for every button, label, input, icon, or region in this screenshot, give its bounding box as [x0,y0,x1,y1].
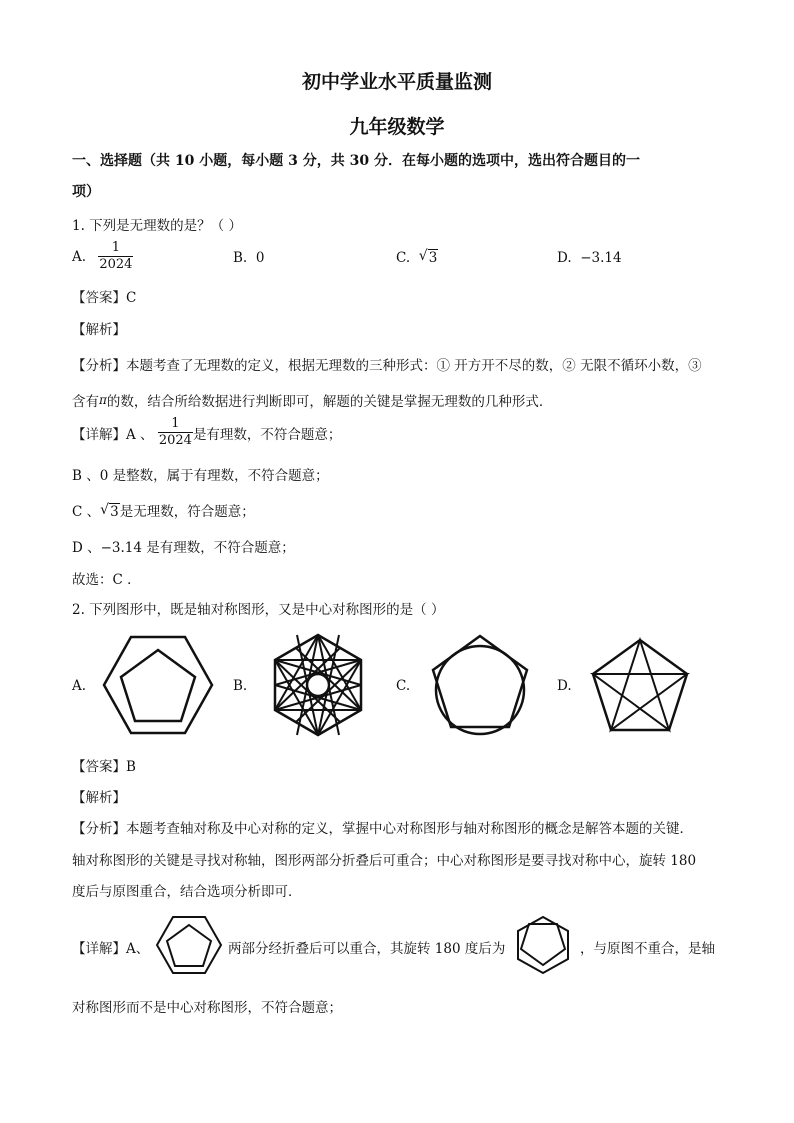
radicand: 3 [428,250,438,266]
q2-option-c-label: C. [396,678,411,694]
q2-answer [72,755,136,775]
q1-option-c [396,250,438,266]
q1-detail-b: B 、0 是整数，属于有理数，不符合题意； [72,468,329,484]
q1-option-a [72,240,133,274]
section-heading: 一、选择题（共 10 小题，每小题 3 分，共 30 分．在每小题的选项中，选出符合题目的一 [72,153,640,169]
q1-option-d [557,250,622,266]
q2-option-b-label: B. [233,678,248,694]
q2-analysis-line1: 【分析】本题考查轴对称及中心对称的定义，掌握中心对称图形与轴对称图形的概念是解答本题的关键． [72,821,693,837]
answer-tag: 【答案】 [72,290,126,306]
q2-detail-mid: 两部分经折叠后可以重合，其旋转 180 度后为 [228,941,506,957]
fraction-numerator: 1 [111,240,121,255]
fraction [158,416,193,450]
q1-analysis-line2 [72,390,552,410]
q1-detail-d: D 、−3.14 是有理数，不符合题意； [72,540,295,556]
detail-figure-original [154,914,224,976]
q1-detail-a [72,416,341,450]
q1-detail-c [72,500,255,520]
q2-analysis-line2: 轴对称图形的关键是寻找对称轴，图形两部分折叠后可重合；中心对称图形是要寻找对称中心，旋转 180 [72,853,697,869]
page-subtitle: 九年级数学 [349,116,445,138]
q2-option-a-label: A. [72,678,87,694]
detail-text: 是有理数，不符合题意； [192,426,342,443]
question-2-stem: 2. 下列图形中，既是轴对称图形，又是中心对称图形的是（ ） [72,602,445,618]
detail-figure-rotated [512,914,574,976]
radicand: 3 [110,504,119,520]
question-1-stem: 1. 下列是无理数的是？（ ） [72,218,242,234]
q2-option-d-label: D. [557,678,572,694]
pi-symbol: π [99,393,107,407]
q2-detail-line2: 对称图形而不是中心对称图形，不符合题意； [72,1000,342,1016]
fraction-denominator: 2024 [99,257,133,273]
option-value: 0 [255,250,265,266]
q2-detail-pre: 【详解】A、 [72,941,150,957]
q2-analysis-line3: 度后与原图重合，结合选项分析即可． [72,884,302,900]
option-label: B. [233,250,248,266]
q2-detail-post: ，与原图不重合，是轴 [580,941,715,957]
q1-analysis-line1: 【分析】本题考查了无理数的定义，根据无理数的三种形式：① 开方开不尽的数，② 无限不循环小数，③ [72,358,702,374]
answer-tag: 【答案】 [72,759,126,775]
fraction [98,240,133,274]
page-title: 初中学业水平质量监测 [301,71,492,93]
fraction-numerator: 1 [171,416,180,431]
analysis-text: 含有 [72,394,99,410]
option-label: C. [396,250,411,266]
option-value: −3.14 [580,250,622,266]
square-root [419,250,439,266]
square-root [100,504,120,520]
q1-conclusion: 故选：C ． [72,572,141,588]
detail-text: C 、 [72,504,101,520]
option-label: D. [557,250,572,266]
answer-value: B [126,759,136,775]
q2-jiexi-tag: 【解析】 [72,790,126,806]
option-b-figure [263,630,373,740]
section-heading-cont: 项） [72,184,100,200]
option-label: A. [72,248,87,265]
option-a-figure [98,632,218,742]
fraction-denominator: 2024 [158,433,192,449]
answer-value: C [126,290,137,306]
option-d-figure [585,634,695,744]
option-c-figure [425,632,535,742]
detail-text: 是无理数，符合题意； [119,504,255,520]
detail-text: 【详解】A 、 [72,426,154,443]
q1-jiexi-tag: 【解析】 [72,322,126,338]
analysis-text: 的数，结合所给数据进行判断即可，解题的关键是掌握无理数的几种形式． [106,394,553,410]
q1-answer [72,286,136,306]
q1-option-b [233,250,264,266]
